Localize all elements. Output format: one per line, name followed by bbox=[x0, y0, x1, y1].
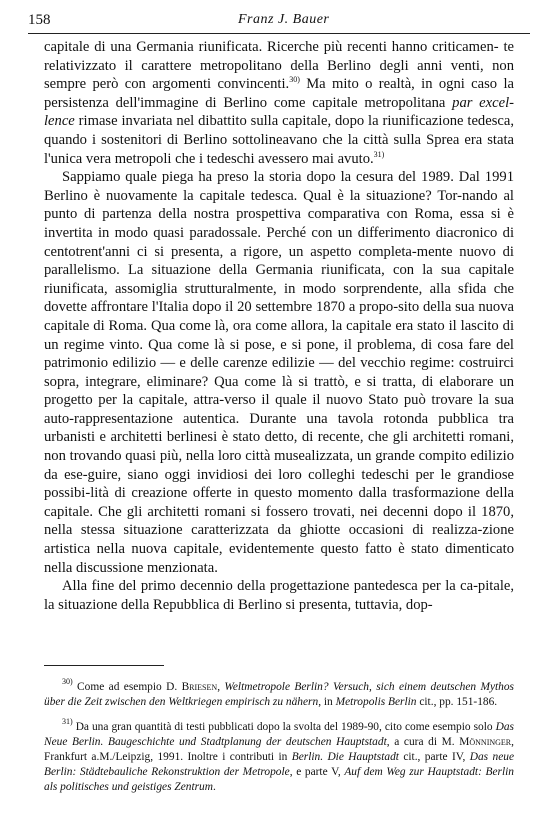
fn31-text-c: , Frankfurt a.M./Leipzig, 1991. Inoltre i contributi in bbox=[44, 736, 514, 763]
fn31-text-f: . bbox=[212, 781, 216, 793]
fn30-text-c: , in bbox=[318, 696, 336, 708]
fn31-title-3: Das neue Berlin: Städtebauliche Rekonstruktion der Metropole bbox=[44, 751, 514, 778]
p1-text-a: Ma mito o realtà, in ogni caso la persistenza dell'immagine di Berlino come capitale metropolitana bbox=[44, 76, 514, 111]
page-number: 158 bbox=[28, 12, 51, 28]
fn30-text-a: Come ad esempio D. bbox=[72, 681, 182, 693]
footnote-ref-31: 31) bbox=[373, 149, 385, 159]
p1-text-b: rimase invariata nel dibattito sulla capitale, dopo la riunificazione tedesca, quando i sostenitori di Berlino sottolineavano che la città sulla Sprea era stata l'unica vera metropoli che i tedeschi avessero mai avuto. bbox=[44, 113, 514, 167]
fn31-title-4: Auf dem Weg zur Hauptstadt: Berlin als politisches und geistiges Zentrum bbox=[44, 766, 514, 793]
page-header bbox=[28, 10, 530, 32]
p1-italic-phrase: par excel-lence bbox=[44, 94, 514, 130]
fn30-title: Weltmetropole Berlin? Versuch, sich einem deutschen Mythos über die Zeit zwischen den Weltkriegen empirisch zu nähern bbox=[44, 681, 514, 708]
p1-line-3: sempre però con argomenti convincenti. bbox=[44, 76, 290, 93]
footnote-rule bbox=[44, 665, 164, 666]
paragraph-3: Alla fine del primo decennio della progettazione pantedesca per la ca-pitale, la situazione della Repubblica di Berlino si presenta, tuttavia, dop- bbox=[44, 578, 514, 613]
running-head: Franz J. Bauer bbox=[238, 12, 330, 27]
fn31-text-b: , a cura di M. bbox=[386, 736, 460, 748]
fn31-text-a: Da una gran quantità di testi pubblicati dopo la svolta del 1989-90, cito come esempio solo bbox=[72, 721, 496, 733]
footnote-ref-30: 30) bbox=[289, 75, 300, 85]
fn31-text-e: , e parte V, bbox=[289, 766, 345, 778]
fn31-text-d: cit., parte IV, bbox=[398, 751, 470, 763]
header-rule bbox=[28, 33, 530, 34]
footnote-30 bbox=[44, 677, 514, 710]
p1-line-1: capitale di una Germania riunificata. Ricerche più recenti hanno criticamen- bbox=[44, 39, 499, 55]
p1-line-2: te relativizzato il carattere metropolitano della Berlino degli anni venti, non bbox=[44, 39, 514, 74]
footnote-number-31: 31) bbox=[62, 717, 73, 726]
paragraph-2: Sappiamo quale piega ha preso la storia dopo la cesura del 1989. Dal 1991 Berlino è nuovamente la capitale tedesca. Qual è la situazione? Tor-nando al punto di partenza della nostra prospettiva comparativa con Roma, essa si è invertita in modo quasi paradossale. Perché con un differimento diacronico di centotrent'anni ci si presenta, a rigore, un aspetto completa-mente nuovo di parallelismo. La situazione della Germania riunificata, con la sua capitale riunificata, assomiglia strutturalmente, in modo sorprendente, alla sfida che dovette affrontare l'Italia dopo il 20 settembre 1870 a propo-sito della sua nuova capitale di Roma. Qua come là, ora come allora, la capitale era stato il lascito di un regime vinto. Qua come là si pose, e si pone, il problema, di cosa fare del patrimonio edilizio — e delle carenze edilizie — del vecchio regime: costruirci sopra, integrare, eliminare? Qua come là si trattò, e si tratta, di elaborare un progetto per la capitale, attra-verso il quale il nuovo Stato può trovare la sua auto-rappresentazione autentica. Durante una tavola rotonda pubblica tra urbanisti e architetti berlinesi è stato detto, di recente, che gli architetti romani, non trovando quasi più, nella loro città musealizzata, un grande compito edilizio da ese-guire, siano oggi invidiosi dei loro colleghi tedeschi per le grandiose possibi-lità di creazione offerte in questo momento dalla trasformazione della capitale. Che gli architetti romani si fossero trovati, nei decenni dopo il 1870, nella stessa situazione caratterizzata da ghiotte occasioni di realizza-zione artistica nella nuova capitale, evidentemente questo fatto è stato dimenticato nella discussione menzionata. bbox=[44, 169, 514, 576]
fn31-title-2: Berlin. Die Hauptstadt bbox=[291, 751, 399, 763]
fn30-author: Briesen bbox=[181, 681, 218, 693]
footnotes bbox=[44, 677, 514, 805]
footnote-number-30: 30) bbox=[62, 677, 73, 686]
fn30-text-b: , bbox=[217, 681, 225, 693]
paragraph-1 bbox=[44, 38, 514, 168]
footnote-31 bbox=[44, 717, 514, 795]
body-text bbox=[44, 38, 514, 614]
fn30-source: Metropolis Berlin bbox=[335, 696, 417, 708]
fn31-editor: Mönninger bbox=[459, 736, 512, 748]
fn31-title-1: Das Neue Berlin. Baugeschichte und Stadtplanung der deutschen Hauptstadt bbox=[44, 721, 514, 748]
fn30-text-d: cit., pp. 151-186. bbox=[416, 696, 498, 708]
